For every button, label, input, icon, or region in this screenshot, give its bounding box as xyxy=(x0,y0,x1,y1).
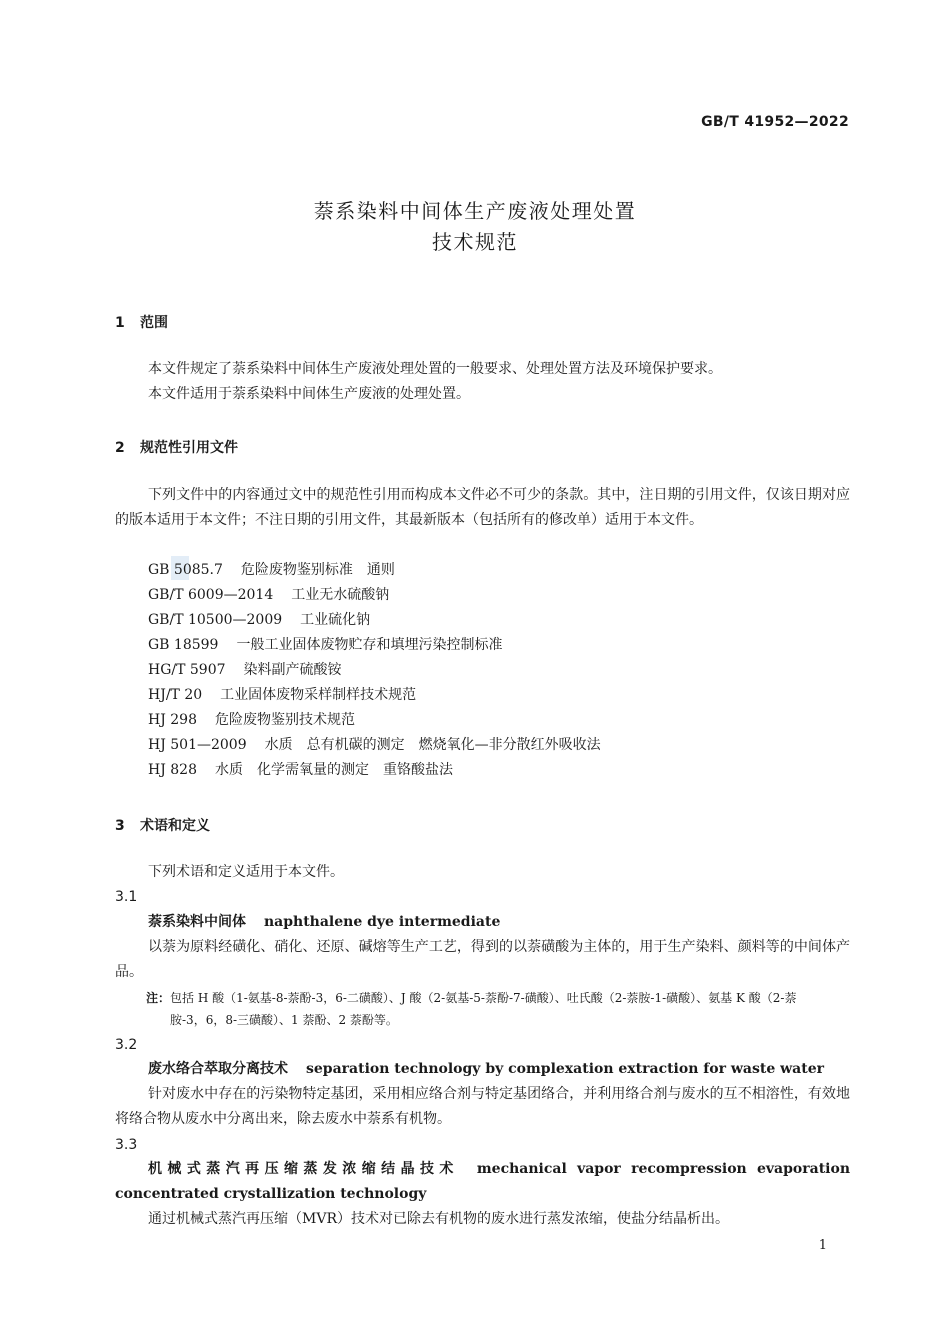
note-text-line-2: 胺-3，6，8-三磺酸）、1 萘酚、2 萘酚等。 xyxy=(170,1013,398,1027)
term-heading xyxy=(115,1157,850,1207)
term-zh: 废水络合萃取分离技术 xyxy=(148,1061,288,1077)
terms-intro: 下列术语和定义适用于本文件。 xyxy=(148,864,344,880)
reference-item: GB 5085.7 危险废物鉴别标准 通则 xyxy=(148,562,395,578)
reference-item: HJ 501—2009 水质 总有机碳的测定 燃烧氧化—非分散红外吸收法 xyxy=(148,737,601,753)
term-definition: 通过机械式蒸汽再压缩（MVR）技术对已除去有机物的废水进行蒸发浓缩，使盐分结晶析出。 xyxy=(148,1211,729,1227)
reference-item: HJ 298 危险废物鉴别技术规范 xyxy=(148,712,355,728)
section-number: 3 xyxy=(115,818,125,834)
term-heading xyxy=(148,910,500,935)
reference-item: HJ 828 水质 化学需氧量的测定 重铬酸盐法 xyxy=(148,762,453,778)
term-note xyxy=(146,987,850,1031)
section-title: 范围 xyxy=(140,315,168,331)
term-definition: 以萘为原料经磺化、硝化、还原、碱熔等生产工艺，得到的以萘磺酸为主体的，用于生产染料、颜料等的中间体产品。 xyxy=(115,939,850,980)
scope-paragraph-1: 本文件规定了萘系染料中间体生产废液处理处置的一般要求、处理处置方法及环境保护要求。 xyxy=(148,361,722,377)
term-zh: 萘系染料中间体 xyxy=(148,914,246,930)
term-number: 3.2 xyxy=(115,1037,138,1053)
term-en: separation technology by complexation extraction for waste water xyxy=(306,1061,825,1077)
reference-item: GB 18599 一般工业固体废物贮存和填埋污染控制标准 xyxy=(148,637,503,653)
title-line-1: 萘系染料中间体生产废液处理处置 xyxy=(313,199,637,223)
reference-item: HJ/T 20 工业固体废物采样制样技术规范 xyxy=(148,687,417,703)
section-heading-normative xyxy=(115,437,238,457)
term-number: 3.1 xyxy=(115,889,138,905)
section-title: 术语和定义 xyxy=(140,818,210,834)
standard-code: GB/T 41952—2022 xyxy=(701,114,849,130)
term-zh: 机械式蒸汽再压缩蒸发浓缩结晶技术 xyxy=(148,1161,459,1177)
note-text-line-1: 包括 H 酸（1-氨基-8-萘酚-3，6-二磺酸）、J 酸（2-氨基-5-萘酚-7-磺酸）、吐氏酸（2-萘胺-1-磺酸）、氨基 K 酸（2-萘 xyxy=(170,991,797,1005)
note-label: 注： xyxy=(146,991,171,1005)
normative-intro: 下列文件中的内容通过文中的规范性引用而构成本文件必不可少的条款。其中，注日期的引用文件，仅该日期对应的版本适用于本文件；不注日期的引用文件，其最新版本（包括所有的修改单）适用于本文件。 xyxy=(115,487,850,528)
term-en: mechanical vapor recompression evaporation concentrated crystallization technology xyxy=(115,1161,851,1202)
title-line-2: 技术规范 xyxy=(432,230,518,254)
reference-item: GB/T 6009—2014 工业无水硫酸钠 xyxy=(148,587,390,603)
section-heading-terms xyxy=(115,815,210,835)
section-title: 规范性引用文件 xyxy=(140,440,238,456)
term-heading xyxy=(148,1057,824,1082)
page-number: 1 xyxy=(818,1238,827,1253)
reference-item: HG/T 5907 染料副产硫酸铵 xyxy=(148,662,342,678)
section-heading-scope xyxy=(115,312,168,332)
term-number: 3.3 xyxy=(115,1137,138,1153)
reference-item: GB/T 10500—2009 工业硫化钠 xyxy=(148,612,371,628)
section-number: 2 xyxy=(115,440,125,456)
scope-paragraph-2: 本文件适用于萘系染料中间体生产废液的处理处置。 xyxy=(148,386,470,402)
document-title xyxy=(0,196,950,258)
term-en: naphthalene dye intermediate xyxy=(264,914,501,930)
section-number: 1 xyxy=(115,315,125,331)
term-definition: 针对废水中存在的污染物特定基团，采用相应络合剂与特定基团络合，并利用络合剂与废水的互不相溶性，有效地将络合物从废水中分离出来，除去废水中萘系有机物。 xyxy=(115,1086,850,1127)
